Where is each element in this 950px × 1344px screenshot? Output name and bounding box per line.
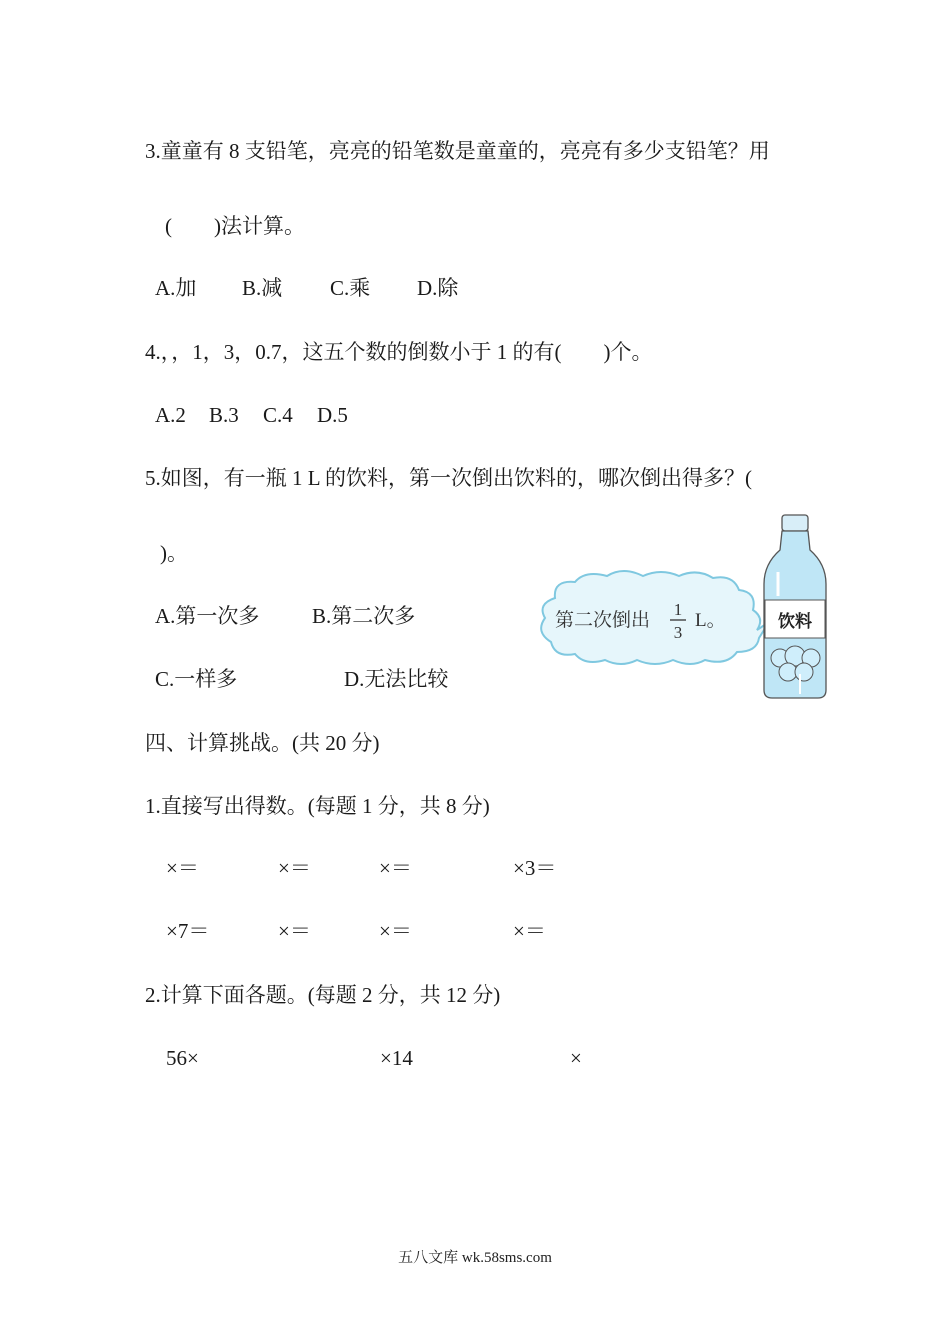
section4-sub2: 2.计算下面各题。(每题 2 分，共 12 分) <box>145 983 501 1007</box>
bottle-cap <box>782 515 808 531</box>
q5-option-d: D.无法比较 <box>344 667 449 691</box>
q4-option-c: C.4 <box>263 403 293 427</box>
calc-row1-item4: ×3＝ <box>513 856 557 880</box>
q3-option-b: B.减 <box>242 276 283 300</box>
bubble-fraction-denominator: 3 <box>673 623 683 642</box>
q4-line1: 4.，，1，3，0.7，这五个数的倒数小于 1 的有( )个。 <box>145 340 653 364</box>
q4-option-a: A.2 <box>155 403 186 427</box>
section4-sub1: 1.直接写出得数。(每题 1 分，共 8 分) <box>145 794 490 818</box>
calc-row2-item4: ×＝ <box>513 919 546 943</box>
speech-bubble-illustration <box>535 568 775 668</box>
q3-option-d: D.除 <box>417 276 459 300</box>
q5-option-a: A.第一次多 <box>155 604 260 628</box>
section4-title: 四、计算挑战。(共 20 分) <box>145 731 380 755</box>
calc-row3-item3: × <box>570 1046 582 1070</box>
q5-option-c: C.一样多 <box>155 667 238 691</box>
q3-option-c: C.乘 <box>330 276 371 300</box>
drink-bottle-illustration <box>760 512 830 702</box>
calc-row2-item1: ×7＝ <box>166 919 210 943</box>
q4-option-b: B.3 <box>209 403 239 427</box>
calc-row1-item3: ×＝ <box>379 856 412 880</box>
calc-row3-item2: ×14 <box>380 1046 413 1070</box>
calc-row2-item3: ×＝ <box>379 919 412 943</box>
q4-option-d: D.5 <box>317 403 348 427</box>
calc-row1-item2: ×＝ <box>278 856 311 880</box>
bottle-label-text: 饮料 <box>778 612 812 632</box>
q5-option-b: B.第二次多 <box>312 604 416 628</box>
bubble-fraction-numerator: 1 <box>673 600 683 619</box>
q5-line1: 5.如图，有一瓶 1 L 的饮料，第一次倒出饮料的，哪次倒出得多？( <box>145 466 753 490</box>
q3-line2: ( )法计算。 <box>165 214 305 238</box>
q3-line1: 3.童童有 8 支铅笔，亮亮的铅笔数是童童的，亮亮有多少支铅笔？用 <box>145 139 770 163</box>
calc-row3-item1: 56× <box>166 1046 199 1070</box>
calc-row1-item1: ×＝ <box>166 856 199 880</box>
q5-line2: )。 <box>160 541 188 565</box>
q3-option-a: A.加 <box>155 276 197 300</box>
footer-watermark: 五八文库 wk.58sms.com <box>398 1250 552 1266</box>
bubble-unit: L。 <box>695 610 726 631</box>
bubble-text: 第二次倒出 <box>555 609 651 631</box>
calc-row2-item2: ×＝ <box>278 919 311 943</box>
